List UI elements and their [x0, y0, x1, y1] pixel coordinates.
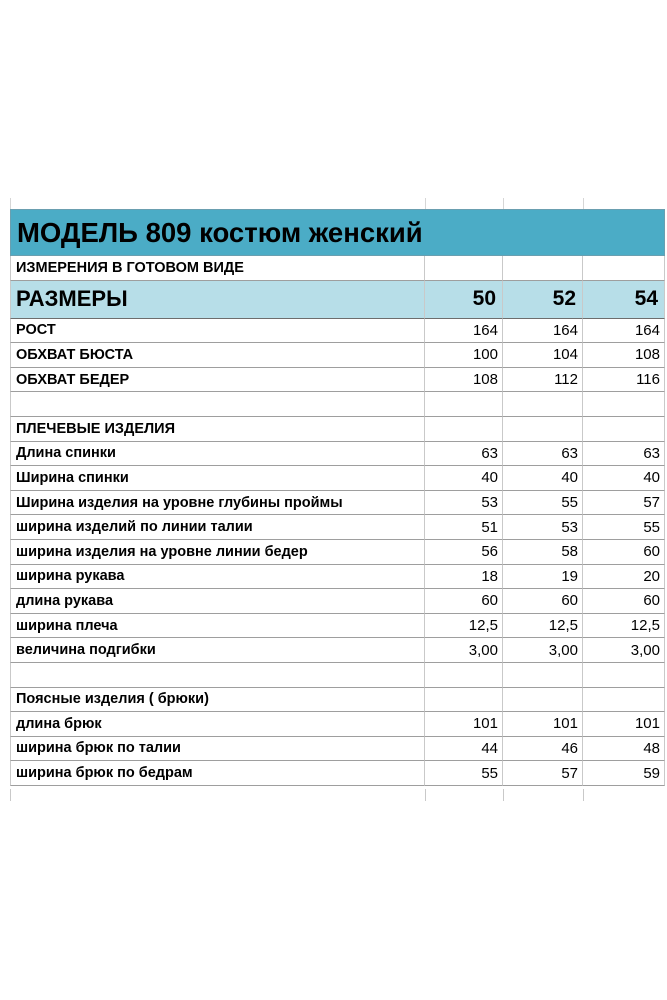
grid-tail [10, 789, 667, 801]
table-row [10, 761, 667, 786]
value-cell [583, 417, 665, 442]
value-cell: 40 [583, 466, 665, 491]
value-cell: 60 [425, 589, 503, 614]
value-cell: 46 [503, 737, 583, 762]
table-row [10, 737, 667, 762]
row-label [10, 392, 425, 417]
row-label: ОБХВАТ БЮСТА [10, 343, 425, 368]
empty-cell [503, 256, 583, 281]
sizes-label: РАЗМЕРЫ [10, 281, 425, 319]
size-chart-table [10, 209, 667, 786]
value-cell: 53 [503, 515, 583, 540]
table-row [10, 417, 667, 442]
row-label: РОСТ [10, 319, 425, 344]
row-label: ширина плеча [10, 614, 425, 639]
grid-line [425, 198, 426, 209]
table-body [10, 319, 667, 786]
row-label: длина рукава [10, 589, 425, 614]
table-row [10, 540, 667, 565]
row-label: ОБХВАТ БЕДЕР [10, 368, 425, 393]
value-cell: 55 [503, 491, 583, 516]
value-cell: 58 [503, 540, 583, 565]
row-label [10, 663, 425, 688]
value-cell [583, 392, 665, 417]
value-cell: 48 [583, 737, 665, 762]
value-cell [425, 392, 503, 417]
value-cell: 3,00 [503, 638, 583, 663]
row-label: ширина брюк по бедрам [10, 761, 425, 786]
table-title: МОДЕЛЬ 809 костюм женский [10, 209, 665, 256]
value-cell: 20 [583, 565, 665, 590]
value-cell: 112 [503, 368, 583, 393]
size-header: 54 [583, 281, 665, 319]
value-cell: 40 [425, 466, 503, 491]
value-cell: 100 [425, 343, 503, 368]
table-row [10, 466, 667, 491]
row-label: Ширина спинки [10, 466, 425, 491]
value-cell [425, 663, 503, 688]
value-cell: 44 [425, 737, 503, 762]
grid-line [583, 198, 584, 209]
table-row [10, 712, 667, 737]
value-cell: 57 [583, 491, 665, 516]
grid-line [10, 198, 11, 209]
value-cell: 60 [583, 589, 665, 614]
table-row [10, 565, 667, 590]
table-row [10, 442, 667, 467]
value-cell: 60 [503, 589, 583, 614]
value-cell: 101 [425, 712, 503, 737]
value-cell: 164 [583, 319, 665, 344]
table-row [10, 638, 667, 663]
size-header: 50 [425, 281, 503, 319]
table-row [10, 491, 667, 516]
value-cell: 108 [425, 368, 503, 393]
value-cell: 63 [583, 442, 665, 467]
value-cell: 55 [583, 515, 665, 540]
value-cell: 164 [503, 319, 583, 344]
value-cell: 116 [583, 368, 665, 393]
table-subtitle: ИЗМЕРЕНИЯ В ГОТОВОМ ВИДЕ [10, 256, 425, 281]
value-cell [425, 417, 503, 442]
value-cell [583, 663, 665, 688]
table-row [10, 392, 667, 417]
value-cell: 51 [425, 515, 503, 540]
value-cell: 164 [425, 319, 503, 344]
value-cell: 57 [503, 761, 583, 786]
value-cell: 59 [583, 761, 665, 786]
value-cell [503, 663, 583, 688]
table-row [10, 589, 667, 614]
row-label: Ширина изделия на уровне глубины проймы [10, 491, 425, 516]
empty-cell [425, 256, 503, 281]
value-cell: 19 [503, 565, 583, 590]
row-label: Поясные изделия ( брюки) [10, 688, 425, 713]
row-label: ширина изделий по линии талии [10, 515, 425, 540]
value-cell: 104 [503, 343, 583, 368]
value-cell: 60 [583, 540, 665, 565]
value-cell: 18 [425, 565, 503, 590]
table-row [10, 515, 667, 540]
subtitle-row [10, 256, 667, 281]
value-cell [583, 688, 665, 713]
row-label: ширина изделия на уровне линии бедер [10, 540, 425, 565]
value-cell [503, 392, 583, 417]
table-row [10, 319, 667, 344]
value-cell: 55 [425, 761, 503, 786]
row-label: величина подгибки [10, 638, 425, 663]
table-row [10, 663, 667, 688]
row-label: ПЛЕЧЕВЫЕ ИЗДЕЛИЯ [10, 417, 425, 442]
row-label: Длина спинки [10, 442, 425, 467]
value-cell: 108 [583, 343, 665, 368]
value-cell: 3,00 [425, 638, 503, 663]
sizes-header-row [10, 281, 667, 319]
table-row [10, 368, 667, 393]
value-cell: 12,5 [425, 614, 503, 639]
grid-line [503, 198, 504, 209]
value-cell: 101 [503, 712, 583, 737]
title-row [10, 209, 667, 256]
row-label: длина брюк [10, 712, 425, 737]
row-label: ширина брюк по талии [10, 737, 425, 762]
value-cell: 3,00 [583, 638, 665, 663]
value-cell: 56 [425, 540, 503, 565]
value-cell [503, 417, 583, 442]
value-cell: 63 [425, 442, 503, 467]
value-cell: 53 [425, 491, 503, 516]
value-cell: 12,5 [503, 614, 583, 639]
value-cell [425, 688, 503, 713]
size-header: 52 [503, 281, 583, 319]
empty-cell [583, 256, 665, 281]
value-cell: 12,5 [583, 614, 665, 639]
table-row [10, 614, 667, 639]
value-cell: 63 [503, 442, 583, 467]
value-cell [503, 688, 583, 713]
row-label: ширина рукава [10, 565, 425, 590]
table-row [10, 343, 667, 368]
value-cell: 101 [583, 712, 665, 737]
value-cell: 40 [503, 466, 583, 491]
table-row [10, 688, 667, 713]
